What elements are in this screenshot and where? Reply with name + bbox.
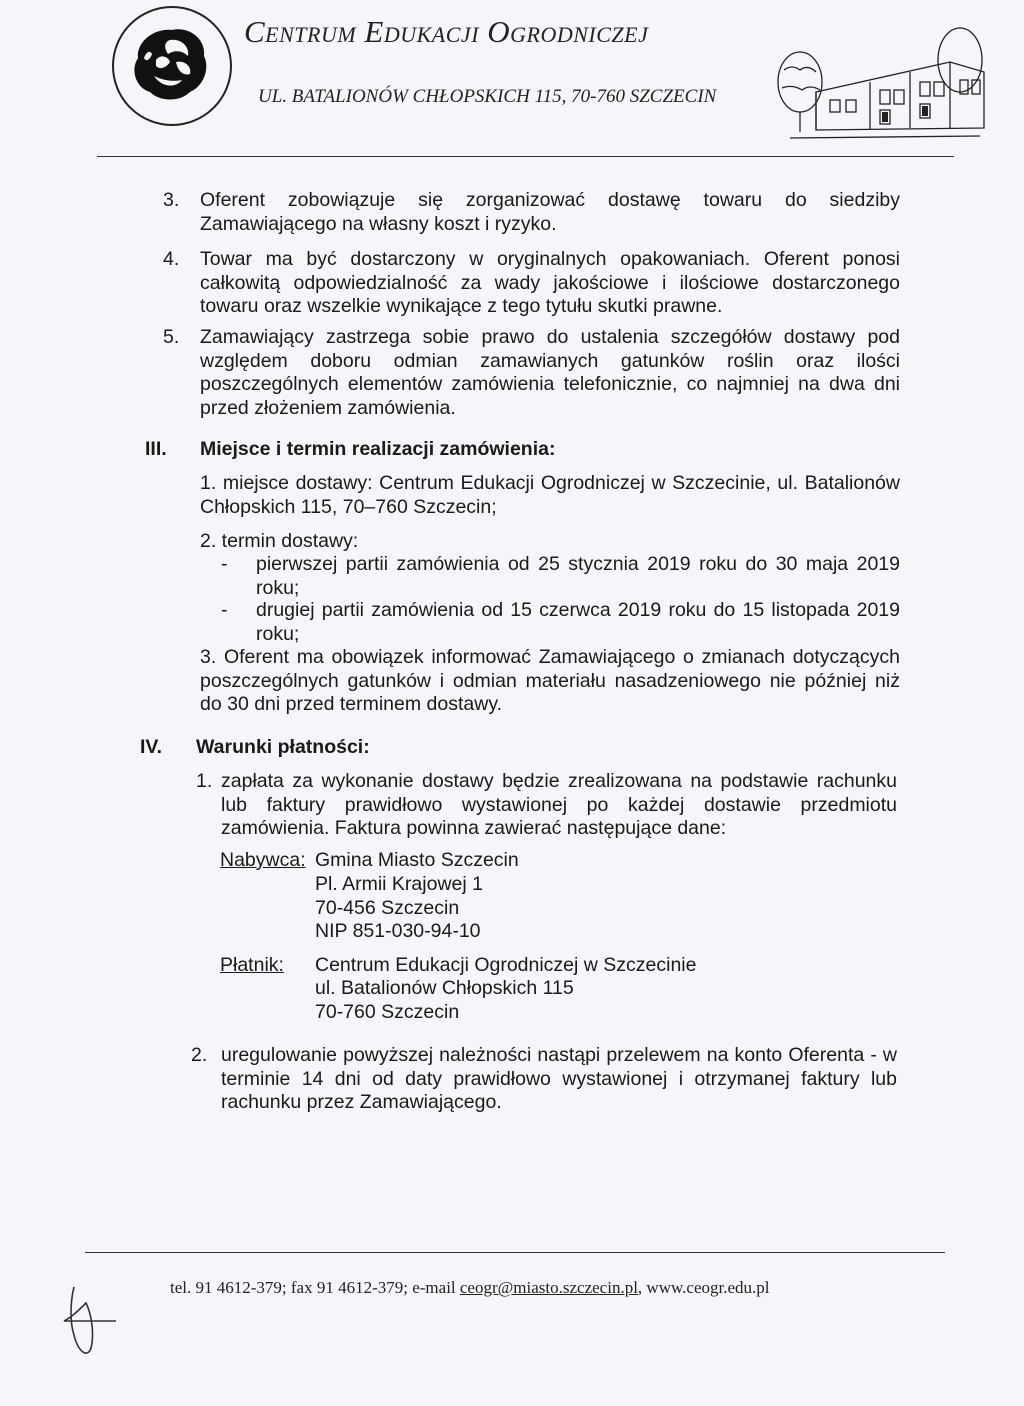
payer-line: Centrum Edukacji Ogrodniczej w Szczecinie — [315, 954, 697, 976]
footer-contact — [170, 1278, 769, 1298]
list-number: 4. — [163, 248, 180, 270]
payer-label: Płatnik: — [220, 954, 284, 976]
list-item-text: Zamawiający zastrzega sobie prawo do ustalenia szczegółów dostawy pod względem doboru odmian zamawianych gatunków roślin oraz ilości poszczególnych elementów zamówienia telefonicznie, co najmniej na dwa dni przed złożeniem zamówienia. — [200, 326, 900, 419]
buyer-line: Gmina Miasto Szczecin — [315, 849, 519, 871]
section-roman-numeral: III. — [145, 438, 167, 460]
handwritten-page-mark — [60, 1283, 120, 1363]
footer-divider — [85, 1252, 945, 1253]
school-building-illustration — [770, 20, 990, 145]
list-number: 3. — [163, 189, 180, 211]
buyer-label: Nabywca: — [220, 849, 306, 871]
list-item-text: 1. miejsce dostawy: Centrum Edukacji Ogrodniczej w Szczecinie, ul. Batalionów Chłopskich 115, 70–760 Szczecin; — [200, 472, 900, 518]
list-item-text: uregulowanie powyższej należności nastąpi przelewem na konto Oferenta - w terminie 14 dni od daty prawidłowo wystawionej i otrzymanej faktury lub rachunku przez Zamawiającego. — [221, 1044, 897, 1113]
dash-bullet: - — [221, 553, 228, 575]
payer-line: ul. Batalionów Chłopskich 115 — [315, 977, 574, 999]
list-item-text: 2. termin dostawy: — [200, 530, 359, 552]
payer-line: 70-760 Szczecin — [315, 1001, 460, 1023]
list-number: 1. — [196, 770, 213, 792]
footer-phone-fax: tel. 91 4612-379; fax 91 4612-379; e-mail — [170, 1278, 460, 1297]
list-item-text: Oferent zobowiązuje się zorganizować dostawę towaru do siedziby Zamawiającego na własny koszt i ryzyko. — [200, 189, 900, 235]
buyer-line: NIP 851-030-94-10 — [315, 920, 481, 942]
list-item-text: zapłata za wykonanie dostawy będzie zrealizowana na podstawie rachunku lub faktury prawidłowo wystawionej po każdej dostawie przedmiotu zamówienia. Faktura powinna zawierać następujące dane: — [221, 770, 897, 839]
list-item-text: pierwszej partii zamówienia od 25 stycznia 2019 roku do 30 maja 2019 roku; — [256, 553, 900, 599]
buyer-line: 70-456 Szczecin — [315, 897, 460, 919]
organization-name: Centrum Edukacji Ogrodniczej — [244, 14, 649, 49]
list-item-text: Towar ma być dostarczony w oryginalnych opakowaniach. Oferent ponosi całkowitą odpowiedzialność za wady jakościowe i ilościowe dostarczonego towaru oraz wszelkie wynikające z tego tytułu skutki prawne. — [200, 248, 900, 317]
buyer-line: Pl. Armii Krajowej 1 — [315, 873, 483, 895]
section-heading: Miejsce i termin realizacji zamówienia: — [200, 438, 556, 460]
header-divider — [97, 156, 954, 157]
section-heading: Warunki płatności: — [196, 736, 370, 758]
rose-logo — [110, 4, 234, 128]
list-item-text: 3. Oferent ma obowiązek informować Zamawiającego o zmianach dotyczących poszczególnych gatunków i odmian materiału nasadzeniowego nie później niż do 30 dni przed terminem dostawy. — [200, 646, 900, 715]
footer-email-link[interactable]: ceogr@miasto.szczecin.pl — [459, 1278, 638, 1297]
organization-address: UL. BATALIONÓW CHŁOPSKICH 115, 70-760 SZCZECIN — [258, 86, 717, 107]
list-number: 5. — [163, 326, 180, 348]
footer-website: , www.ceogr.edu.pl — [637, 1278, 770, 1297]
list-item-text: drugiej partii zamówienia od 15 czerwca 2019 roku do 15 listopada 2019 roku; — [256, 599, 900, 645]
list-number: 2. — [191, 1044, 208, 1066]
section-roman-numeral: IV. — [140, 736, 163, 758]
dash-bullet: - — [221, 599, 228, 621]
